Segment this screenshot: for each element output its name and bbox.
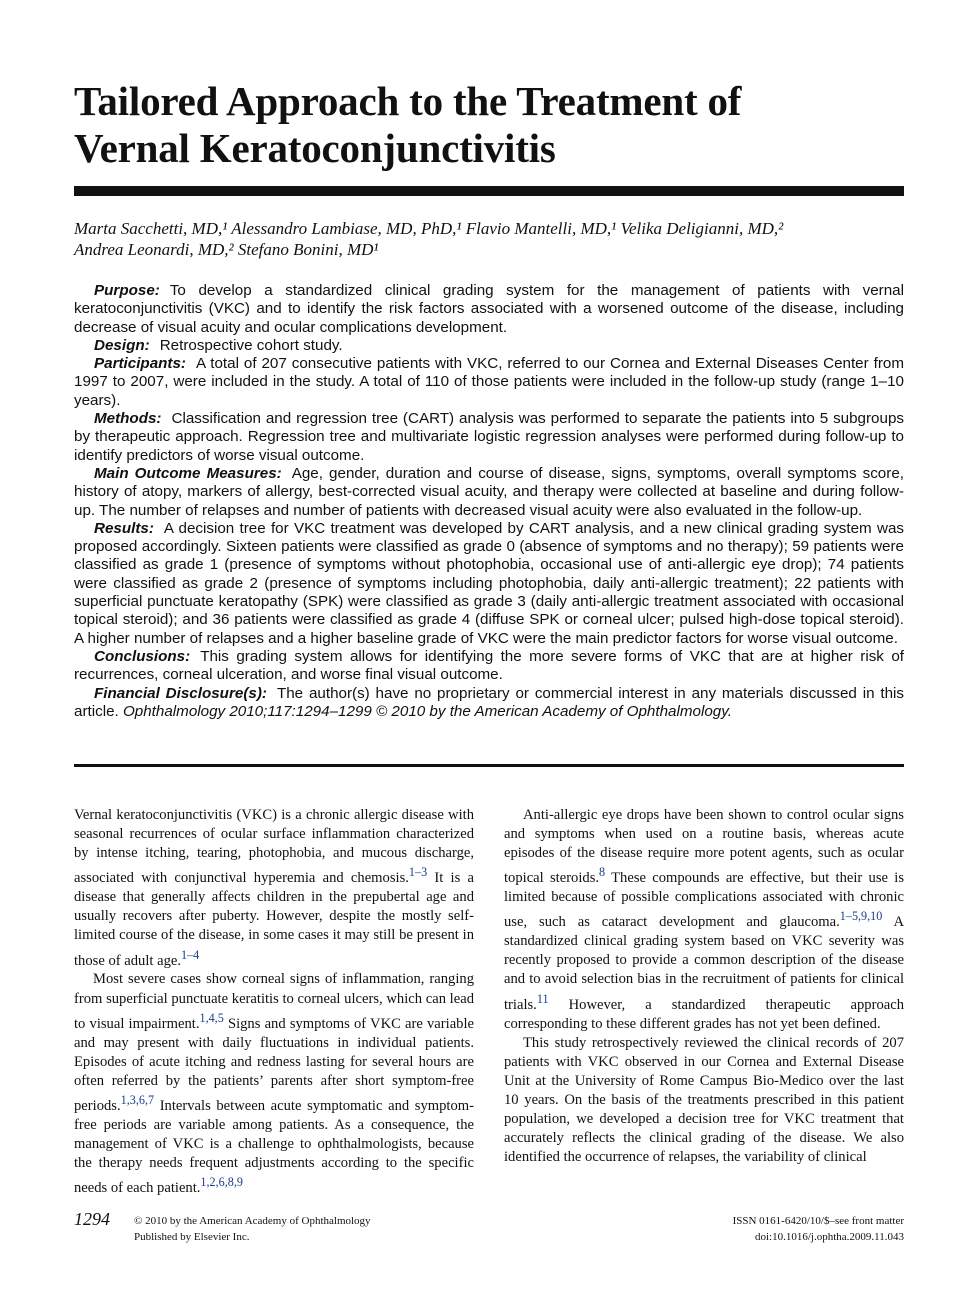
reference-link[interactable]: 1,2,6,8,9 [200,1175,243,1190]
abstract-participants [74,355,904,410]
body-text: This study retrospectively reviewed the clinical records of 207 patients with VKC observed in our Cornea and External Disease Unit at the University of Rome Campus Bio-Medico over the last 10 years. On the basis of the treatments prescribed in this patient population, we developed a decision tree for VKC treatment that accurately reflects the clinical grading of the disease. We also identified the occurrence of relapses, the variability of clinical [504,1034,904,1166]
body-text: Signs and symptoms of VKC are variable and may present with daily fluctuations in individual patients. Episodes of acute itching and redness lasting for several hours are often referred by the patients’ parents after short symptom-free periods. [74,1015,475,1114]
abstract-label: Results: [94,519,154,537]
body-text: However, a standardized therapeutic approach corresponding to these different grades has not yet been defined. [504,996,904,1032]
title-line-2: Vernal Keratoconjunctivitis [74,125,556,171]
body-paragraph [504,1034,904,1168]
disclosure-label: Financial Disclosure(s): [94,684,267,702]
abstract-text: To develop a standardized clinical grading system for the management of patients with vernal keratoconjunctivitis (VKC) and to identify the risk factors associated with a worsened outcome of the disease, including decrease of visual acuity and ocular complications development. [74,282,904,336]
body-column-right [504,806,904,1167]
title-divider [74,186,904,196]
disclosure-text: The author(s) have no proprietary or commercial interest in any materials discussed in this article. [74,684,905,720]
abstract [74,282,904,721]
reference-link[interactable]: 1,3,6,7 [120,1092,155,1107]
footer-copyright [134,1213,371,1245]
journal-citation: Ophthalmology 2010;117:1294–1299 © 2010 by the American Academy of Ophthalmology. [122,702,732,720]
abstract-purpose [74,282,904,337]
reference-link[interactable]: 1,4,5 [199,1010,224,1025]
article-title [74,78,904,172]
reference-link[interactable]: 1–5,9,10 [839,909,883,924]
reference-link[interactable]: 1–4 [181,947,200,962]
body-text: It is a disease that generally affects children in the prepubertal age and usually recovers after puberty. However, despite the mostly self-limited course of the disease, in some cases it may still be present in those of adult age. [74,870,474,969]
body-column-left [74,806,474,1198]
body-paragraph [74,970,474,1198]
publisher-line: Published by Elsevier Inc. [134,1231,250,1243]
body-paragraph [504,806,904,1034]
abstract-text: A total of 207 consecutive patients with VKC, referred to our Cornea and External Diseases Center from 1997 to 2007, were included in the study. A total of 110 of those patients were included in the follow-up study (range 1–10 years). [74,355,904,409]
reference-link[interactable]: 11 [536,991,549,1006]
body-paragraph [74,806,474,970]
body-text: A standardized clinical grading system based on VKC severity was recently proposed to provide a common description of the disease and to avoid selection bias in the recruitment of patients for clinical trials. [504,914,904,1013]
abstract-label: Participants: [94,355,186,373]
body-text: Anti-allergic eye drops have been shown to control ocular signs and symptoms when used on a routine basis, whereas acute episodes of the disease require more potent agents, such as ocular topical steroids. [504,807,904,887]
title-line-1: Tailored Approach to the Treatment of [74,78,742,124]
body-text: Intervals between acute symptomatic and symptom-free periods are variable among patients. As a consequence, the management of VKC is a challenge to ophthalmologists, because the therapy needs frequent adjustments according to the specific needs of each patient. [74,1097,474,1196]
abstract-text: A decision tree for VKC treatment was developed by CART analysis, and a new clinical grading system was proposed accordingly. Sixteen patients were classified as grade 0 (absence of symptoms and no therapy); 59 patients were classified as grade 1 (presence of symptoms without photophobia, occasional use of anti-allergic eye drop); 74 patients were classified as grade 2 (presence of symptoms including photophobia, daily anti-allergic treatment); 22 patients with superficial punctuate keratopathy (SPK) were classified as grade 3 (daily anti-allergic treatment associated with occasional topical steroid); and 36 patients were classified as grade 4 (diffuse SPK or corneal ulcer; pulsed high-dose topical steroid). A higher number of relapses and a higher baseline grade of VKC were the main predictor factors for worse visual outcome. [74,519,904,647]
abstract-label: Main Outcome Measures: [94,464,282,482]
reference-link[interactable]: 8 [599,865,606,880]
abstract-divider [74,764,904,767]
abstract-results [74,520,904,648]
body-text: Most severe cases show corneal signs of inflammation, ranging from superficial punctuate keratitis to corneal ulcers, which can lead to visual impairment. [74,971,474,1032]
abstract-text: Retrospective cohort study. [159,336,343,354]
abstract-label: Purpose: [94,282,160,299]
abstract-text: Classification and regression tree (CART) analysis was performed to separate the patients into 5 subgroups by therapeutic approach. Regression tree and multivariate logistic regression analyses were performed during follow-up to identify predictors of worse visual outcome. [74,410,904,464]
abstract-label: Design: [94,336,150,354]
abstract-text: This grading system allows for identifying the more severe forms of VKC that are at higher risk of recurrences, corneal ulceration, and worse final visual outcome. [74,647,904,684]
abstract-methods [74,410,904,465]
page-number: 1294 [74,1209,110,1229]
abstract-label: Methods: [94,410,162,428]
authors-line-2: Andrea Leonardi, MD,² Stefano Bonini, MD¹ [74,240,379,259]
abstract-label: Conclusions: [94,647,191,665]
abstract-text: Age, gender, duration and course of disease, signs, symptoms, overall symptoms score, history of atopy, markers of allergy, best-corrected visual acuity, and therapy were collected at baseline and during follow-up. The number of relapses and number of patients with decreased visual acuity were also evaluated in the follow-up. [74,464,904,519]
footer-identifiers [733,1213,904,1245]
abstract-outcome-measures [74,465,904,520]
issn-line: ISSN 0161-6420/10/$–see front matter [732,1215,904,1227]
copyright-line: © 2010 by the American Academy of Ophthalmology [134,1215,371,1227]
reference-link[interactable]: 1–3 [408,865,428,880]
body-text: These compounds are effective, but their use is limited because of possible complications associated with chronic use, such as cataract development and glaucoma. [504,870,904,931]
doi-link[interactable]: doi:10.1016/j.ophtha.2009.11.043 [754,1231,904,1243]
authors-line-1: Marta Sacchetti, MD,¹ Alessandro Lambiase, MD, PhD,¹ Flavio Mantelli, MD,¹ Velika Deligianni, MD,² [74,219,784,238]
body-text: Vernal keratoconjunctivitis (VKC) is a chronic allergic disease with seasonal recurrences of ocular surface inflammation characterized by intense itching, tearing, photophobia, and mucous discharge, associated with conjunctival hyperemia and chemosis. [74,807,474,887]
abstract-conclusions [74,648,904,685]
abstract-design [74,337,904,355]
author-list [74,218,904,260]
abstract-disclosure [74,685,904,722]
